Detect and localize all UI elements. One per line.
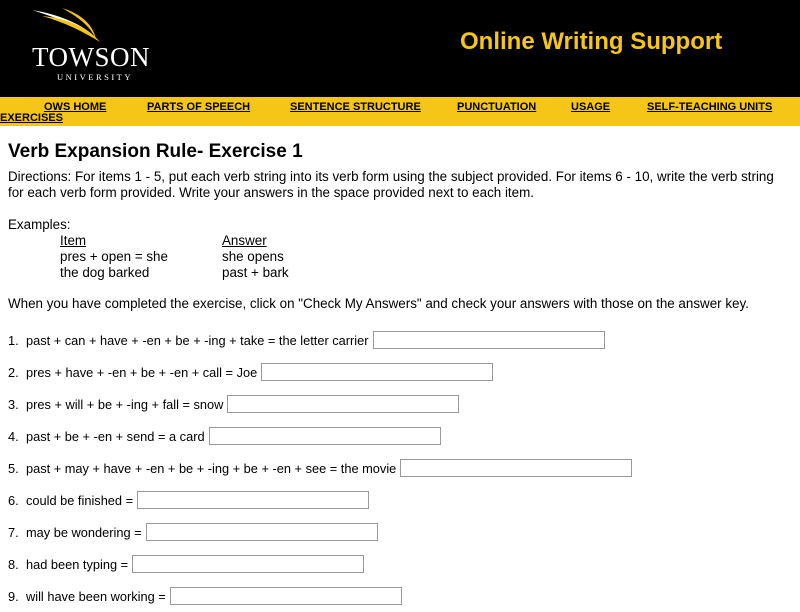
- exercise-item-7: [8, 516, 792, 548]
- site-header: [0, 0, 800, 97]
- item-number: 8.: [8, 556, 19, 572]
- exercise-item-8: [8, 548, 792, 580]
- examples-header-row: [8, 233, 792, 249]
- exercise-item-1: [8, 324, 792, 356]
- item-number: 9.: [8, 588, 19, 604]
- item-prompt: past + may + have + -en + be + -ing + be + -en + see = the movie: [26, 460, 397, 476]
- logo-subtext: UNIVERSITY: [57, 72, 133, 82]
- item-prompt: had been typing =: [26, 556, 129, 572]
- logo-wordmark: TOWSON: [32, 42, 151, 72]
- item-prompt: could be finished =: [26, 492, 134, 508]
- item-prompt: pres + will + be + -ing + fall = snow: [26, 396, 224, 412]
- exercise-item-4: [8, 420, 792, 452]
- answer-input-5[interactable]: [400, 459, 632, 477]
- main-content: [0, 141, 800, 612]
- towson-logo[interactable]: [22, 6, 152, 86]
- item-prompt: will have been working =: [26, 588, 166, 604]
- item-prompt: past + be + -en + send = a card: [26, 428, 205, 444]
- answer-input-3[interactable]: [227, 395, 459, 413]
- answer-input-2[interactable]: [261, 363, 493, 381]
- answer-input-6[interactable]: [137, 491, 369, 509]
- exercise-item-2: [8, 356, 792, 388]
- item-number: 4.: [8, 428, 19, 444]
- examples-header-answer: Answer: [222, 233, 267, 248]
- item-prompt: may be wondering =: [26, 524, 142, 540]
- instructions-text: When you have completed the exercise, click on "Check My Answers" and check your answers with those on the answer key.: [8, 296, 749, 311]
- nav-exercises[interactable]: EXERCISES: [0, 112, 63, 124]
- item-number: 5.: [8, 460, 19, 476]
- directions-text: Directions: For items 1 - 5, put each verb string into its verb form using the subject provided. For items 6 - 10, write the verb string for each verb form provided. Write your answers in the space provided next to each item.: [8, 169, 774, 200]
- item-number: 3.: [8, 396, 19, 412]
- item-prompt: pres + have + -en + be + -en + call = Joe: [26, 364, 258, 380]
- nav-parts-of-speech[interactable]: PARTS OF SPEECH: [147, 101, 251, 113]
- exercise-item-9: [8, 580, 792, 612]
- flame-logo-icon: [22, 6, 152, 46]
- exercise-item-5: [8, 452, 792, 484]
- nav-usage[interactable]: USAGE: [571, 101, 611, 113]
- exercise-item-3: [8, 388, 792, 420]
- page-title: Verb Expansion Rule- Exercise 1: [8, 141, 303, 162]
- example-answer: she opens: [222, 249, 284, 264]
- answer-input-1[interactable]: [373, 331, 605, 349]
- item-number: 1.: [8, 332, 19, 348]
- main-nav: [0, 97, 800, 126]
- answer-input-7[interactable]: [146, 523, 378, 541]
- item-number: 2.: [8, 364, 19, 380]
- answer-input-4[interactable]: [209, 427, 441, 445]
- examples-row: [8, 265, 792, 281]
- item-number: 6.: [8, 492, 19, 508]
- examples-table: [8, 233, 792, 281]
- answer-input-8[interactable]: [132, 555, 364, 573]
- example-item: pres + open = she: [60, 249, 168, 264]
- examples-header-item: Item: [60, 233, 87, 248]
- examples-label: Examples:: [8, 217, 71, 232]
- answer-input-9[interactable]: [170, 587, 402, 605]
- nav-punctuation[interactable]: PUNCTUATION: [457, 101, 537, 113]
- examples-row: [8, 249, 792, 265]
- item-number: 7.: [8, 524, 19, 540]
- site-title: Online Writing Support: [460, 28, 723, 55]
- nav-sentence-structure[interactable]: SENTENCE STRUCTURE: [290, 101, 421, 113]
- nav-self-teaching-units[interactable]: SELF-TEACHING UNITS: [647, 101, 773, 113]
- example-item: the dog barked: [60, 265, 150, 280]
- item-prompt: past + can + have + -en + be + -ing + take = the letter carrier: [26, 332, 369, 348]
- example-answer: past + bark: [222, 265, 289, 280]
- nav-ows-home[interactable]: OWS HOME: [44, 101, 107, 113]
- exercise-item-6: [8, 484, 792, 516]
